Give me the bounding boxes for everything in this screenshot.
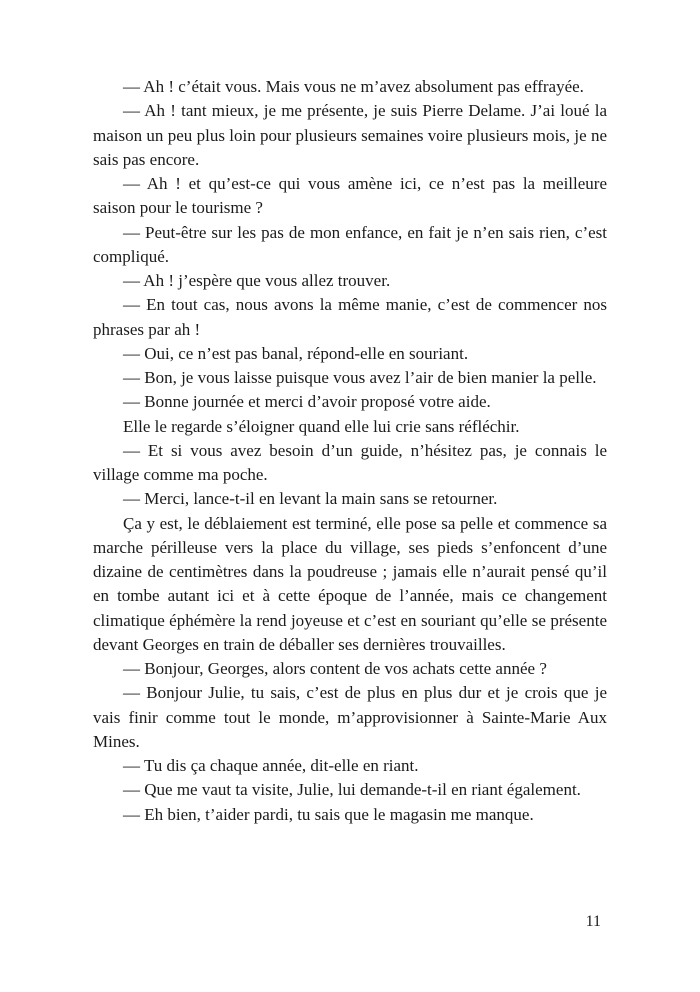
paragraph: Elle le regarde s’éloigner quand elle lui crie sans réfléchir. xyxy=(123,416,520,436)
paragraph: — En tout cas, nous avons la même manie, c’est de commencer nos phrases par ah ! xyxy=(93,295,607,339)
paragraph: — Oui, ce n’est pas banal, répond-elle en souriant. xyxy=(123,343,469,363)
paragraph: — Bonjour, Georges, alors content de vos achats cette année ? xyxy=(123,659,547,678)
paragraph: — Et si vous avez besoin d’un guide, n’hésitez pas, je connais le village comme ma poche. xyxy=(93,440,607,484)
paragraph: — Tu dis ça chaque année, dit-elle en riant. xyxy=(123,756,419,775)
body-text xyxy=(93,75,607,827)
paragraph: — Peut-être sur les pas de mon enfance, en fait je n’en sais rien, c’est compliqué. xyxy=(93,222,607,266)
paragraph: — Merci, lance-t-il en levant la main sans se retourner. xyxy=(123,489,498,509)
paragraph: — Ah ! c’était vous. Mais vous ne m’avez absolument pas effrayée. xyxy=(123,77,584,96)
paragraph: Ça y est, le déblaiement est terminé, elle pose sa pelle et commence sa marche périlleuse vers la place du village, ses pieds s’enfoncent d’une dizaine de centimètres dans la poudreuse ; jamais elle n’aurait pensé qu’il en tombe autant ici et à cette époque de l’année, mais ce changement climatique éphémère la rend joyeuse et c’est en souriant qu’elle se présente devant Georges en train de déballer ses dernières trouvailles. xyxy=(93,513,607,654)
paragraph: — Ah ! et qu’est-ce qui vous amène ici, ce n’est pas la meilleure saison pour le tourisme ? xyxy=(93,174,607,218)
paragraph: — Bon, je vous laisse puisque vous avez l’air de bien manier la pelle. xyxy=(123,368,597,387)
page-number: 11 xyxy=(585,913,601,930)
paragraph: — Ah ! tant mieux, je me présente, je suis Pierre Delame. J’ai loué la maison un peu plus loin pour plusieurs semaines voire plusieurs mois, je ne sais pas encore. xyxy=(93,101,607,169)
paragraph: — Bonne journée et merci d’avoir proposé votre aide. xyxy=(123,392,491,412)
paragraph: — Eh bien, t’aider pardi, tu sais que le magasin me manque. xyxy=(123,804,534,824)
paragraph: — Ah ! j’espère que vous allez trouver. xyxy=(123,271,391,290)
paragraph: — Bonjour Julie, tu sais, c’est de plus en plus dur et je crois que je vais finir comme tout le monde, m’approvisionner à Sainte-Marie Aux Mines. xyxy=(93,683,607,751)
paragraph: — Que me vaut ta visite, Julie, lui demande-t-il en riant également. xyxy=(123,780,581,800)
